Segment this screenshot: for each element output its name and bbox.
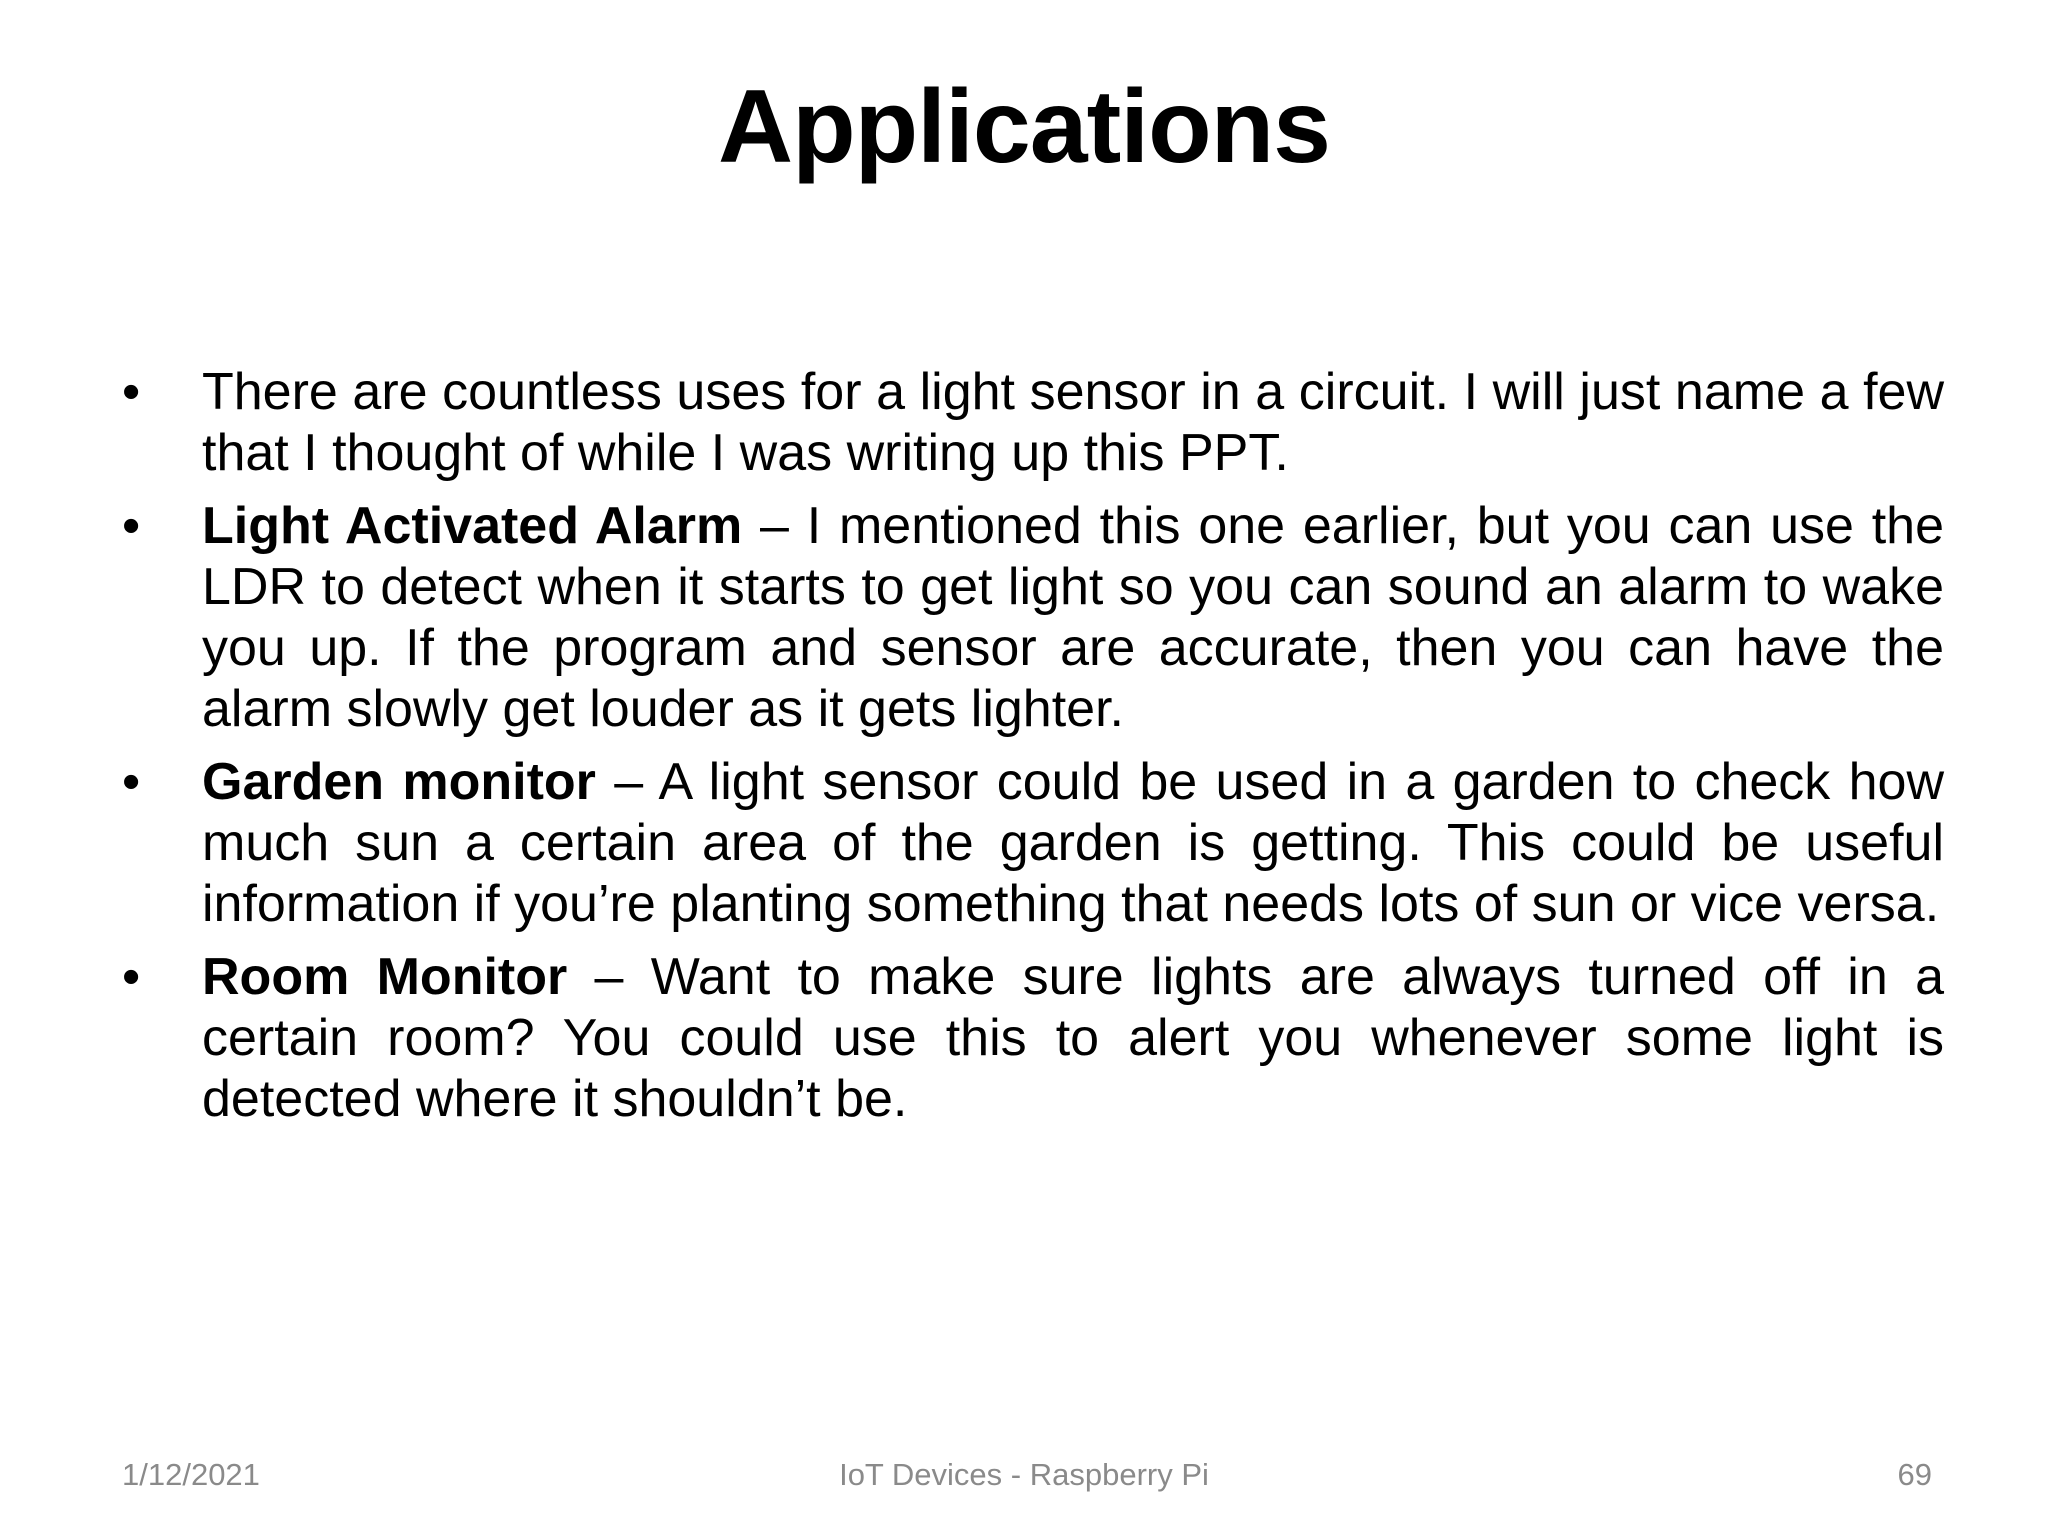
bullet-lead: Light Activated Alarm <box>202 497 743 555</box>
bullet-lead: Room Monitor <box>202 948 568 1006</box>
bullet-text: – A light sensor could be used in a garden to check how much sun a certain area of the garden is getting. This could be useful information if you’re planting something that needs lots of sun or vice versa. <box>202 753 1945 933</box>
slide-title: Applications <box>717 69 1331 185</box>
bullet-item <box>122 362 1944 484</box>
bullet-text: – I mentioned this one earlier, but you can use the LDR to detect when it starts to get light so you can sound an alarm to wake you up. If the program and sensor are accurate, then you can have the alarm slowly get louder as it gets lighter. <box>202 497 1944 738</box>
bullet-icon: • <box>122 753 141 811</box>
bullet-icon: • <box>122 948 141 1006</box>
footer-date: 1/12/2021 <box>122 1457 260 1492</box>
bullet-text: There are countless uses for a light sensor in a circuit. I will just name a few that I thought of while I was writing up this PPT. <box>202 363 1944 482</box>
footer-title: IoT Devices - Raspberry Pi <box>839 1457 1209 1492</box>
bullet-item <box>122 496 1944 740</box>
bullet-text: – Want to make sure lights are always turned off in a certain room? You could use this to alert you whenever some light is detected where it shouldn’t be. <box>202 948 1944 1128</box>
bullet-lead: Garden monitor <box>202 753 596 811</box>
bullet-list <box>122 362 1944 1142</box>
bullet-item <box>122 752 1944 935</box>
page-number: 69 <box>1897 1457 1932 1492</box>
bullet-item <box>122 947 1944 1130</box>
bullet-icon: • <box>122 363 141 421</box>
bullet-icon: • <box>122 497 141 555</box>
